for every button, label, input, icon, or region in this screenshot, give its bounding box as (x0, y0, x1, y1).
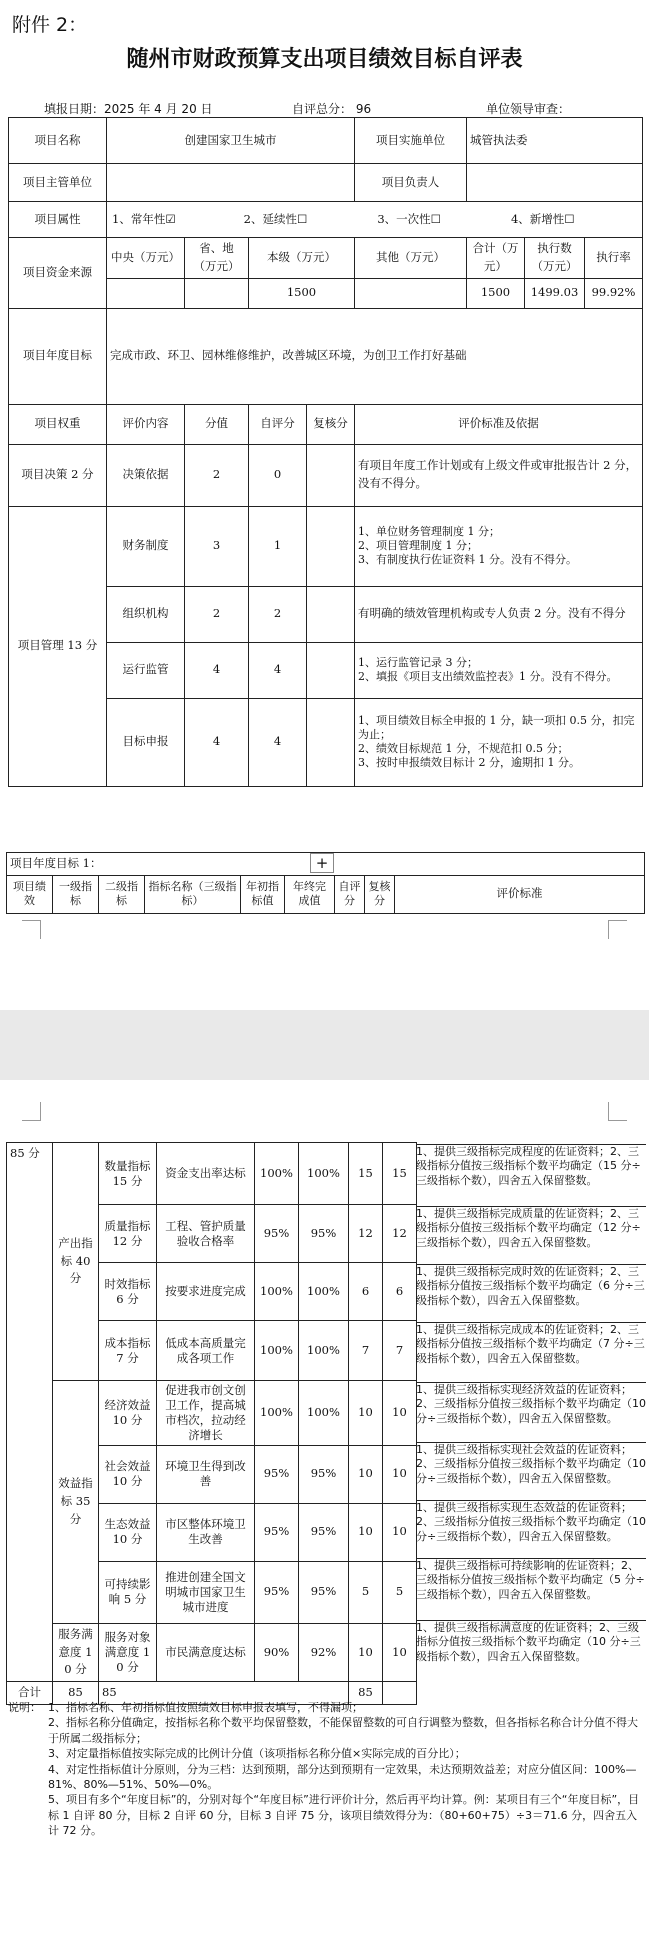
perf-header: 项目绩效 (7, 875, 53, 913)
label-project-name: 项目名称 (9, 118, 107, 164)
notes-row (8, 1700, 640, 1715)
perf-table-wrapper (0, 1142, 649, 1700)
criteria-line: 2、绩效目标规范 1 分，不规范扣 0.5 分； (358, 742, 569, 756)
criteria-text: 1、提供三级指标完成质量的佐证资料；2、三级指标分值按三级指标个数平均确定（12 分÷三级指标个数），四舍五入保留整数。 (416, 1206, 646, 1263)
review-score: 10 (383, 1623, 417, 1681)
value-impl-unit: 城管执法委 (467, 118, 643, 164)
review-score: 10 (383, 1503, 417, 1561)
review-score: 6 (383, 1263, 417, 1321)
note-item: 4、对定性指标值计分原则，分为三档：达到预期，部分达到预期有一定效果，未达预期效益差；对应分值区间：100%—81%、80%—51%、50%—0%。 (48, 1762, 637, 1791)
indicator-name: 低成本高质量完成各项工作 (157, 1321, 255, 1381)
self-score: 12 (349, 1205, 383, 1263)
review-score: 15 (383, 1143, 417, 1205)
annex-label: 附件 2： (12, 14, 88, 36)
mgmt-criteria (355, 586, 643, 642)
criteria-text: 1、提供三级指标完成时效的佐证资料；2、三级指标分值按三级指标个数平均确定（6 分÷三级指标个数），四舍五入保留整数。 (416, 1264, 646, 1321)
attribute-option: 3、一次性☐ (377, 211, 441, 226)
mgmt-item: 运行监管 (107, 642, 185, 698)
final-value: 95% (299, 1205, 349, 1263)
mgmt-self: 2 (249, 586, 307, 642)
mgmt-score: 2 (185, 586, 249, 642)
indicator-name: 按要求进度完成 (157, 1263, 255, 1321)
level2-indicator: 生态效益 10 分 (99, 1503, 157, 1561)
indicator-name: 工程、管护质量验收合格率 (157, 1205, 255, 1263)
perf-row (7, 1623, 417, 1681)
final-value: 100% (299, 1381, 349, 1446)
note-item: 3、对定量指标值按实际完成的比例计分值（该项指标名称分值×实际完成的百分比）； (48, 1747, 466, 1761)
mgmt-review (307, 698, 355, 786)
decision-self: 0 (249, 444, 307, 506)
funds-value (107, 278, 185, 308)
criteria-text: 1、提供三级指标可持续影响的佐证资料；2、三级指标分值按三级指标个数平均确定（5 分÷三级指标个数），四舍五入保留整数。 (416, 1558, 646, 1619)
mgmt-review (307, 586, 355, 642)
perf-header: 年终完成值 (285, 875, 335, 913)
funds-header: 执行率 (585, 238, 643, 279)
fill-date: 填报日期：2025 年 4 月 20 日 (44, 102, 213, 116)
initial-value: 100% (255, 1381, 299, 1446)
mgmt-score: 4 (185, 642, 249, 698)
header-eval-content: 评价内容 (107, 404, 185, 444)
total-self: 85 (349, 1682, 383, 1705)
notes-row (48, 1762, 640, 1793)
self-score: 10 (349, 1381, 383, 1446)
add-row-button[interactable]: + (310, 853, 334, 873)
initial-value: 95% (255, 1205, 299, 1263)
mgmt-criteria (355, 642, 643, 698)
level1-indicator: 服务满意度 10 分 (53, 1623, 99, 1681)
indicator-name: 环境卫生得到改善 (157, 1445, 255, 1503)
self-score: 15 (349, 1143, 383, 1205)
level2-indicator: 成本指标 7 分 (99, 1321, 157, 1381)
header-review-score: 复核分 (307, 404, 355, 444)
label-supervisor: 项目主管单位 (9, 164, 107, 202)
management-label: 项目管理 13 分 (9, 506, 107, 786)
funds-header: 中央（万元） (107, 238, 185, 279)
final-value: 100% (299, 1143, 349, 1205)
perf-header: 二级指标 (99, 875, 145, 913)
label-impl-unit: 项目实施单位 (355, 118, 467, 164)
initial-value: 90% (255, 1623, 299, 1681)
self-score: 10 (349, 1503, 383, 1561)
criteria-line: 3、有制度执行佐证资料 1 分。没有不得分。 (358, 553, 577, 567)
value-supervisor (107, 164, 355, 202)
level2-indicator: 时效指标 6 分 (99, 1263, 157, 1321)
level2-indicator: 质量指标 12 分 (99, 1205, 157, 1263)
annual-goal-text: 完成市政、环卫、园林维修维护，改善城区环境，为创卫工作打好基础 (107, 308, 643, 404)
value-leader (467, 164, 643, 202)
level2-indicator: 数量指标 15 分 (99, 1143, 157, 1205)
funds-header: 本级（万元） (249, 238, 355, 279)
decision-criteria: 有项目年度工作计划或有上级文件或审批报告计 2 分，没有不得分。 (355, 444, 643, 506)
criteria-line: 2、填报《项目支出绩效监控表》1 分。没有不得分。 (358, 670, 618, 684)
total-score: 自评总分： 96 (292, 102, 372, 116)
criteria-line: 1、运行监管记录 3 分； (358, 655, 478, 669)
notes-row (48, 1746, 640, 1761)
attribute-option: 4、新增性☐ (510, 211, 575, 226)
review-score: 7 (383, 1321, 417, 1381)
review-score: 5 (383, 1561, 417, 1623)
indicator-name: 推进创建全国文明城市国家卫生城市进度 (157, 1561, 255, 1623)
indicator-name: 市区整体环境卫生改善 (157, 1503, 255, 1561)
criteria-line: 有明确的绩效管理机构或专人负责 2 分。没有不得分 (358, 606, 626, 621)
final-value: 95% (299, 1503, 349, 1561)
label-annual-goal: 项目年度目标 (9, 308, 107, 404)
value-project-name: 创建国家卫生城市 (107, 118, 355, 164)
criteria-text: 1、提供三级指标完成成本的佐证资料；2、三级指标分值按三级指标个数平均确定（7 分÷三级指标个数），四舍五入保留整数。 (416, 1322, 646, 1381)
total-level2: 85 (99, 1682, 349, 1705)
self-score: 10 (349, 1445, 383, 1503)
header-self-score: 自评分 (249, 404, 307, 444)
mgmt-criteria (355, 506, 643, 586)
notes-title: 说明： (8, 1701, 41, 1714)
final-value: 92% (299, 1623, 349, 1681)
notes-row (48, 1792, 640, 1838)
indicator-name: 市民满意度达标 (157, 1623, 255, 1681)
level1-indicator: 产出指标 40 分 (53, 1143, 99, 1381)
note-item: 2、指标名称分值确定，按指标名称个数平均保留整数，不能保留整数的可自行调整为整数，但各指标名称合计分值不得大于所属二级指标分； (48, 1716, 638, 1745)
funds-header: 省、地（万元） (185, 238, 249, 279)
crop-mark (608, 1102, 627, 1121)
crop-mark (22, 920, 41, 939)
funds-header: 合计（万元） (467, 238, 525, 279)
criteria-text: 1、提供三级指标实现社会效益的佐证资料；2、三级指标分值按三级指标个数平均确定（10 分÷三级指标个数），四舍五入保留整数。 (416, 1442, 646, 1499)
total-weight: 85 (53, 1682, 99, 1705)
label-leader: 项目负责人 (355, 164, 467, 202)
funds-header: 其他（万元） (355, 238, 467, 279)
criteria-text: 1、提供三级指标实现经济效益的佐证资料；2、三级指标分值按三级指标个数平均确定（10 分÷三级指标个数），四舍五入保留整数。 (416, 1382, 646, 1441)
self-score: 5 (349, 1561, 383, 1623)
initial-value: 100% (255, 1263, 299, 1321)
level2-indicator: 社会效益 10 分 (99, 1445, 157, 1503)
initial-value: 95% (255, 1503, 299, 1561)
document-title: 随州市财政预算支出项目绩效目标自评表 (126, 47, 523, 72)
decision-label: 项目决策 2 分 (9, 444, 107, 506)
initial-value: 100% (255, 1143, 299, 1205)
crop-mark (608, 920, 627, 939)
indicator-name: 促进我市创文创卫工作，提高城市档次，拉动经济增长 (157, 1381, 255, 1446)
final-value: 95% (299, 1561, 349, 1623)
attribute-option: 2、延续性☐ (243, 211, 308, 226)
funds-value (355, 278, 467, 308)
funds-value (185, 278, 249, 308)
note-item: 5、项目有多个“年度目标”的，分别对每个“年度目标”进行评价计分，然后再平均计算。例：某项目有三个“年度目标”，目标 1 自评 80 分，目标 2 自评 60 分，目标 3 自评 75 分，该项目绩效得分为：（80+60+75）÷3＝71.6 分，四舍五入计 72 分。 (48, 1793, 640, 1838)
header-weight: 项目权重 (9, 404, 107, 444)
perf-header: 指标名称（三级指标） (145, 875, 241, 913)
indicator-name: 资金支出率达标 (157, 1143, 255, 1205)
mgmt-criteria (355, 698, 643, 786)
mgmt-self: 4 (249, 698, 307, 786)
final-value: 95% (299, 1445, 349, 1503)
perf-row (7, 1381, 417, 1446)
perf-header: 复核分 (365, 875, 395, 913)
note-item: 1、指标名称、年初指标值按照绩效目标申报表填写，不得漏项； (48, 1701, 363, 1714)
perf-header: 评价标准 (395, 875, 645, 913)
funds-header: 执行数（万元） (525, 238, 585, 279)
mgmt-item: 目标申报 (107, 698, 185, 786)
level2-indicator: 可持续影响 5 分 (99, 1561, 157, 1623)
funds-value: 1500 (249, 278, 355, 308)
review-score: 10 (383, 1381, 417, 1446)
criteria-line: 1、单位财务管理制度 1 分； (358, 524, 500, 538)
mgmt-score: 4 (185, 698, 249, 786)
initial-value: 100% (255, 1321, 299, 1381)
funds-value: 99.92% (585, 278, 643, 308)
criteria-text: 1、提供三级指标完成程度的佐证资料；2、三级指标分值按三级指标个数平均确定（15 分÷三级指标个数），四舍五入保留整数。 (416, 1144, 646, 1205)
review-score: 12 (383, 1205, 417, 1263)
header-score: 分值 (185, 404, 249, 444)
level1-indicator: 效益指标 35 分 (53, 1381, 99, 1624)
page-gap (0, 1010, 649, 1080)
criteria-line: 2、项目管理制度 1 分； (358, 538, 478, 552)
level2-indicator: 经济效益 10 分 (99, 1381, 157, 1446)
funds-value: 1499.03 (525, 278, 585, 308)
level2-indicator: 服务对象满意度 10 分 (99, 1623, 157, 1681)
crop-mark (22, 1102, 41, 1121)
label-funds-source: 项目资金来源 (9, 238, 107, 309)
mgmt-score: 3 (185, 506, 249, 586)
perf-header: 自评分 (335, 875, 365, 913)
attribute-options (107, 202, 643, 238)
total-label: 合计 (7, 1682, 53, 1705)
self-score: 10 (349, 1623, 383, 1681)
initial-value: 95% (255, 1445, 299, 1503)
mgmt-review (307, 642, 355, 698)
annual-goal-1: 项目年度目标 1： (7, 853, 645, 876)
decision-item: 决策依据 (107, 444, 185, 506)
mgmt-review (307, 506, 355, 586)
final-value: 100% (299, 1321, 349, 1381)
attribute-option: 1、常年性☑ (112, 211, 176, 226)
perf-table (6, 1142, 417, 1705)
self-score: 7 (349, 1321, 383, 1381)
perf-header: 年初指标值 (241, 875, 285, 913)
decision-review (307, 444, 355, 506)
mgmt-item: 财务制度 (107, 506, 185, 586)
label-attribute: 项目属性 (9, 202, 107, 238)
document-page-2 (0, 1080, 649, 1938)
notes-row (48, 1715, 640, 1746)
leader-review: 单位领导审查： (486, 102, 571, 116)
mgmt-self: 1 (249, 506, 307, 586)
criteria-text: 1、提供三级指标实现生态效益的佐证资料；2、三级指标分值按三级指标个数平均确定（10 分÷三级指标个数），四舍五入保留整数。 (416, 1500, 646, 1557)
criteria-text: 1、提供三级指标满意度的佐证资料；2、三级指标分值按三级指标个数平均确定（10 分÷三级指标个数），四舍五入保留整数。 (416, 1620, 646, 1653)
decision-score: 2 (185, 444, 249, 506)
final-value: 100% (299, 1263, 349, 1321)
initial-value: 95% (255, 1561, 299, 1623)
criteria-line: 1、项目绩效目标全申报的 1 分，缺一项扣 0.5 分，扣完为止； (358, 713, 635, 741)
mgmt-item: 组织机构 (107, 586, 185, 642)
header-criteria: 评价标准及依据 (355, 404, 643, 444)
self-score: 6 (349, 1263, 383, 1321)
perf-header: 一级指标 (53, 875, 99, 913)
eval-table (8, 117, 643, 787)
perf-row (7, 1143, 417, 1205)
funds-value: 1500 (467, 278, 525, 308)
criteria-line: 3、按时申报绩效目标计 2 分，逾期扣 1 分。 (358, 756, 580, 770)
perf-weight: 85 分 (7, 1143, 53, 1682)
review-score: 10 (383, 1445, 417, 1503)
notes (8, 1700, 640, 1839)
mgmt-self: 4 (249, 642, 307, 698)
